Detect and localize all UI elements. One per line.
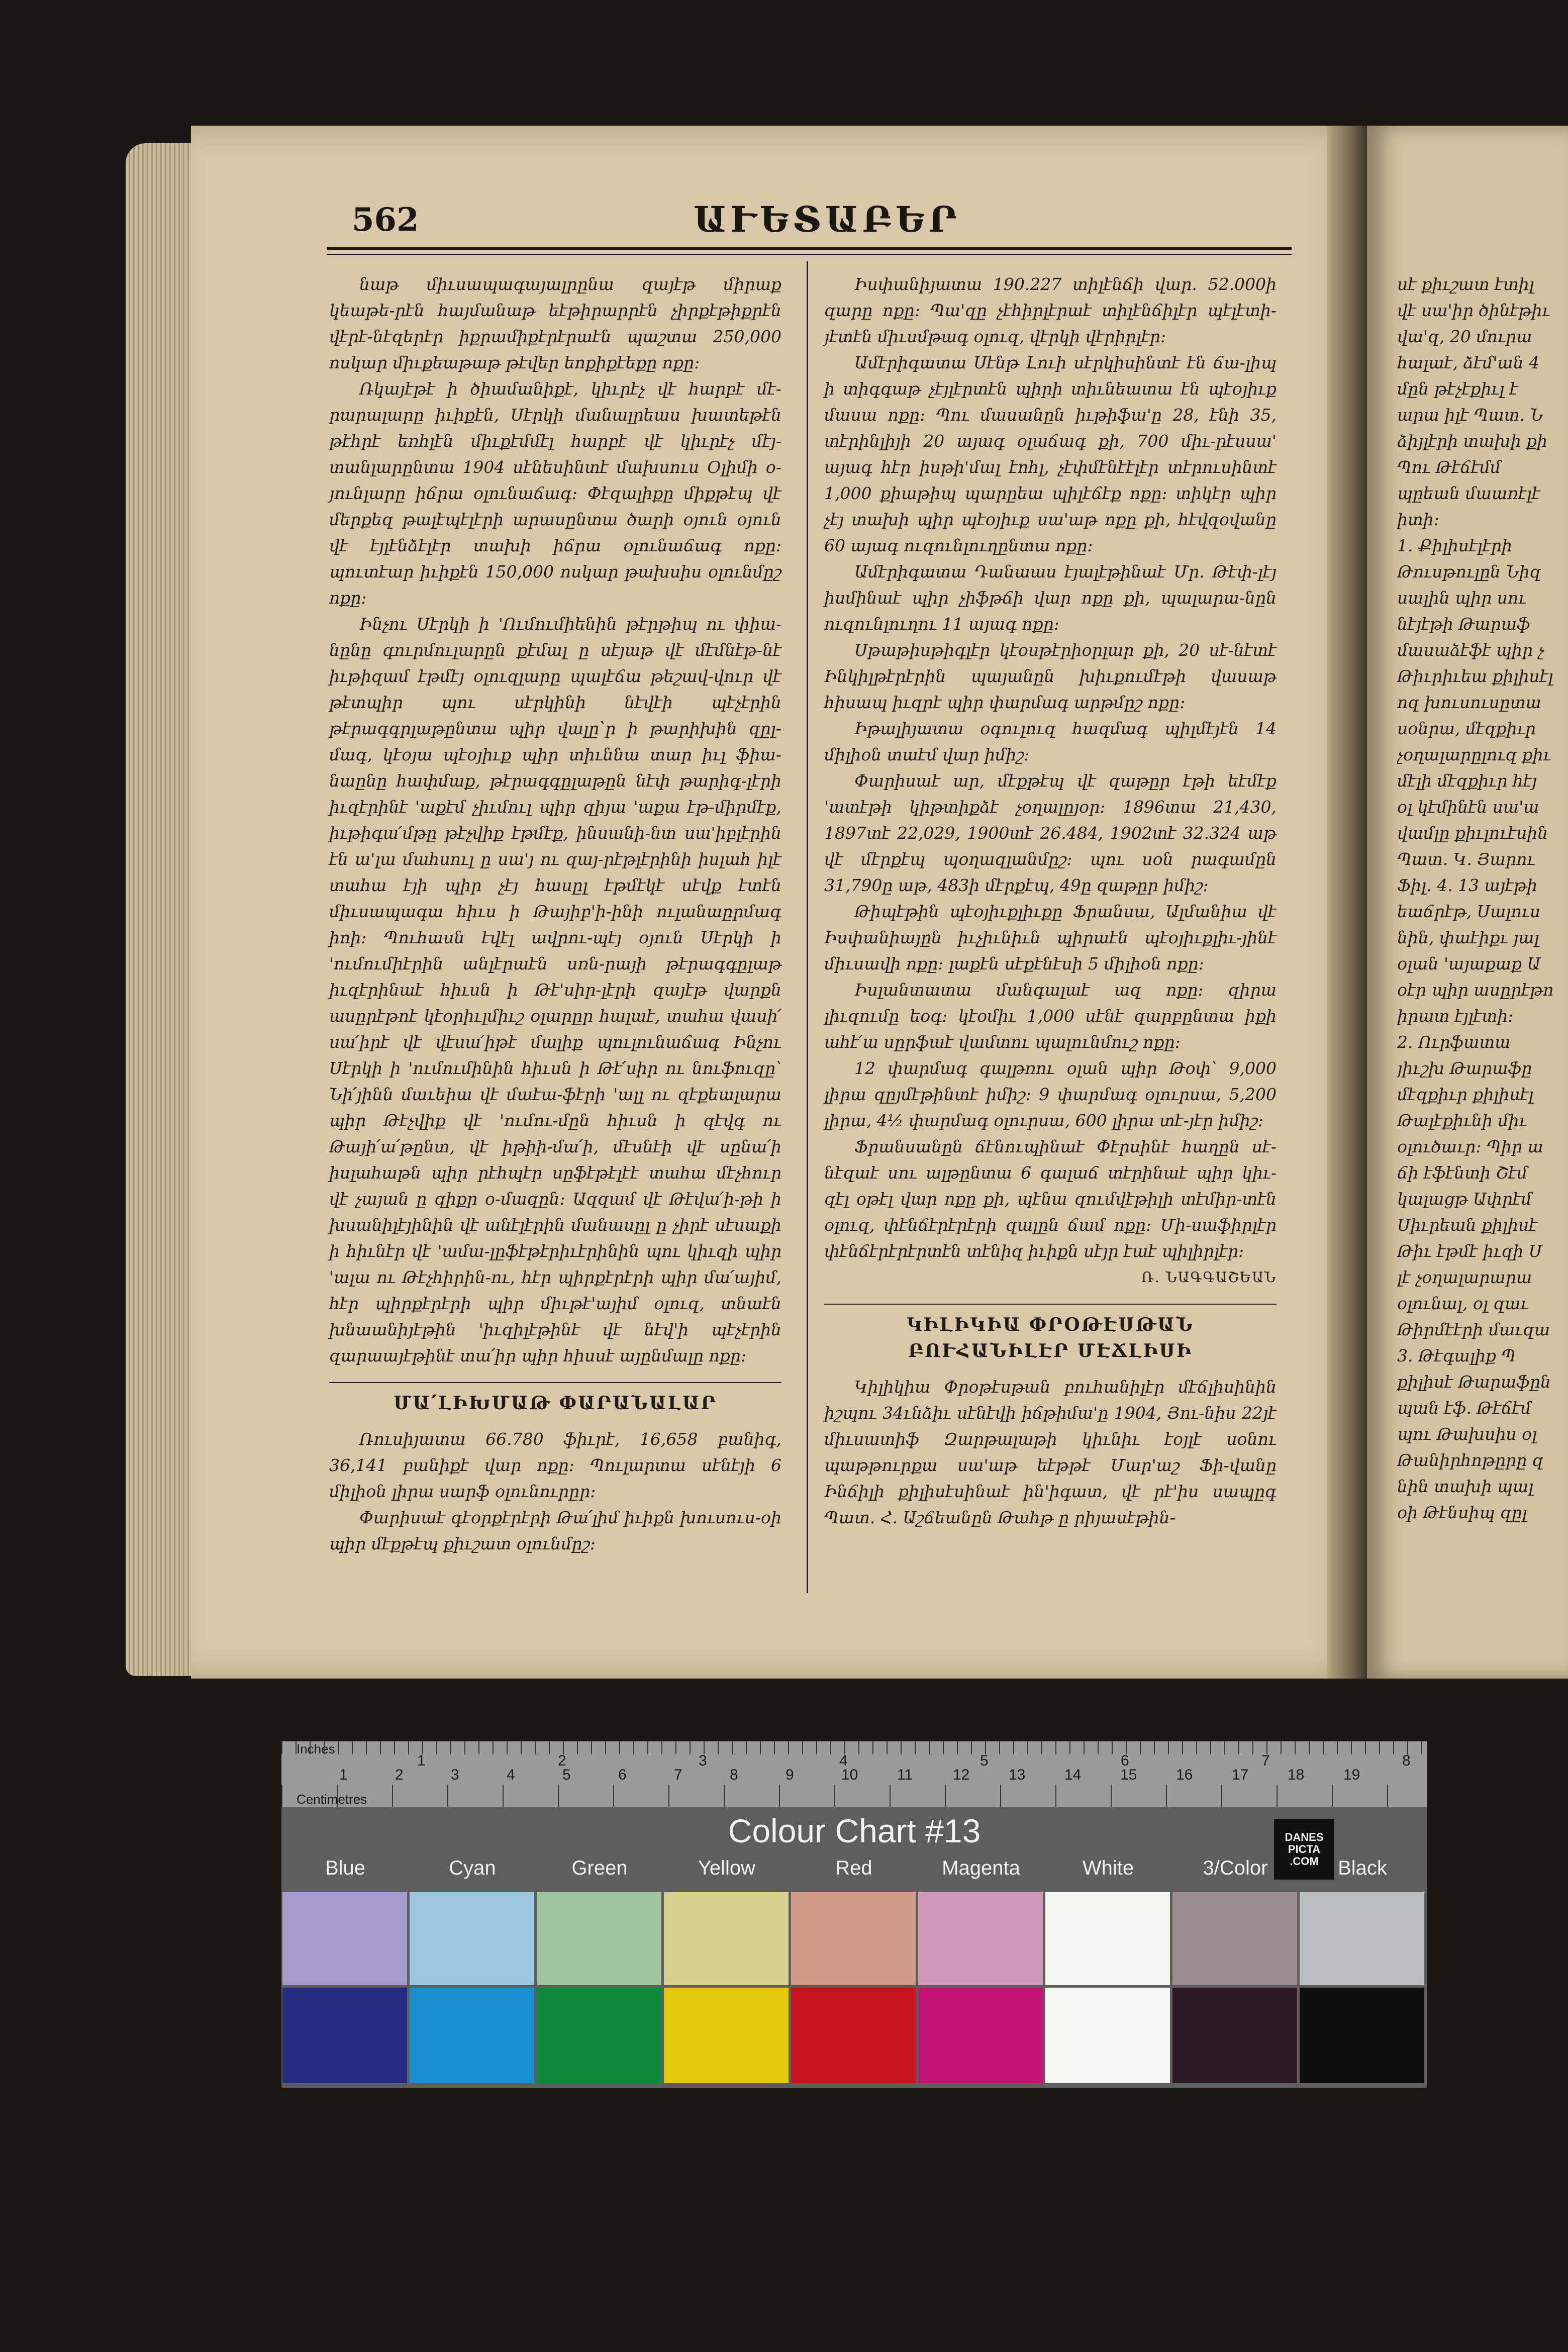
swatch-solid bbox=[537, 1988, 661, 2083]
danes-picta-logo: DANES PICTA .COM bbox=[1274, 1819, 1334, 1880]
right-column bbox=[824, 271, 1277, 1531]
swatch-solid bbox=[410, 1988, 534, 2083]
page-number: 562 bbox=[352, 201, 419, 239]
column-divider bbox=[807, 261, 808, 1593]
ruler-inch-number: 3 bbox=[699, 1752, 707, 1769]
swatch-light bbox=[1045, 1892, 1170, 1985]
ruler-cm-number: 8 bbox=[730, 1767, 738, 1783]
right-page-line: պըեան մաառէլէ bbox=[1397, 483, 1540, 503]
ruler-cm-number: 3 bbox=[451, 1767, 459, 1783]
right-page-line: օէր պիր ասըրէթո bbox=[1397, 980, 1554, 1000]
right-page-line: յիւշխ Թարաֆը bbox=[1397, 1058, 1532, 1078]
right-page-line: 3. Թէգալիք Պ bbox=[1397, 1346, 1516, 1365]
colour-chart-title: Colour Chart #13 bbox=[728, 1812, 981, 1849]
swatch-label: Magenta bbox=[942, 1857, 1020, 1879]
right-page-line: վէ սա'իր ծինէթիւ bbox=[1397, 301, 1550, 320]
swatch-label: Yellow bbox=[698, 1857, 756, 1879]
right-page-line: Ֆիլ. 4. 13 այէթի bbox=[1397, 875, 1537, 895]
right-paragraph: Ամէրիգատա Սէնթ Լուի սէրկիսինտէ էն ճա-լիպ ի տիգգաթ չէյլէրտէն պիրի տիւնեատա էն պէօյիւք մասա ոքը։ Պու մասանըն իւթիֆա'ը 28, էնի 35, տէրինլիյի 20 այագ օլաճագ քի, 700 միւ-րէսսա' այագ հէր իսթի'մալ էոհլ, չէփմէնէէլէր տէրուսինտէ 1,000 քիաթիպ պարըեա պիլէճէք ոքը։ տիկէր պիր չէյ տախի պիր պէօյիւք սա'աթ ոքը քի, հէվզօվանը 60 այագ ուզունլուղընտա ոքը։ bbox=[824, 353, 1277, 555]
right-page-line: Թիրմէէրի մաւզա bbox=[1397, 1320, 1550, 1339]
right-page-line: չօղալարըլուզ քիւ bbox=[1397, 745, 1551, 764]
right-page-line: Թիւ էթմէ իւզի Ս bbox=[1397, 1241, 1542, 1261]
swatch-label: 3/Color bbox=[1203, 1857, 1268, 1879]
swatch-label: White bbox=[1082, 1857, 1134, 1879]
ruler-cm-label: Centimetres bbox=[297, 1792, 367, 1807]
ruler-cm-number: 7 bbox=[674, 1767, 682, 1783]
swatch-light bbox=[282, 1892, 407, 1985]
ruler-cm-number: 5 bbox=[562, 1767, 571, 1783]
right-page-line: Թալէքիւնի միւ bbox=[1397, 1111, 1527, 1130]
right-page-line: Թուսթուլըն Նիզ bbox=[1397, 562, 1541, 581]
right-page-line: լէ չօղալարարա bbox=[1397, 1267, 1532, 1287]
swatch-label: Green bbox=[571, 1857, 628, 1879]
swatch-solid bbox=[1045, 1988, 1170, 2083]
right-paragraph: Թիպէթին պէօյիւքլիւքը Ֆրանսա, Ալմանիա վէ Իսփանիայըն իւչիւնիւն պիրաէն պէօյիւքլիւ-յինէ միւսավի ոքը։ լաքէն սէքէնէսի 5 միլիօն ոքը։ bbox=[824, 902, 1277, 973]
left-paragraph: Փարիսաէ գէօրքէրէրի Թա՛լիմ իւիքն խուսուս-օի պիր մէքթէպ քիւշատ օլունմըշ։ bbox=[329, 1508, 781, 1553]
right-page-line: ճի էֆէնտի Շէմ bbox=[1397, 1163, 1528, 1183]
ruler-inches-label: Inches bbox=[297, 1741, 335, 1756]
right-page-line: արա իլէ Պատ. Ն bbox=[1397, 405, 1543, 425]
right-page-line: Սիւրեան քիլիսէ bbox=[1397, 1215, 1538, 1235]
ruler-cm-number: 14 bbox=[1064, 1767, 1082, 1783]
right-page-line: պու Թախսիս օլ bbox=[1397, 1424, 1537, 1444]
header-rule-thin bbox=[327, 254, 1292, 255]
ruler-cm-number: 1 bbox=[339, 1767, 348, 1783]
right-page-line: նէյէթի Թարաֆ bbox=[1397, 614, 1530, 634]
right-paragraph: 12 փարմագ գալթռու օլան պիր Թօփ՝ 9,000 լիրա զըյմէթինտէ իմիշ։ 9 փարմագ օլուրսա, 5,200 լիրա, 4½ փարմագ օլուրսա, 600 լիրա տէ-յէր իմիշ։ bbox=[824, 1058, 1277, 1130]
right-page-line: ձիյլէրի տախի քի bbox=[1397, 431, 1547, 451]
right-page-line: մէզքիւր քիլիսէլ bbox=[1397, 1085, 1534, 1104]
right-paragraph: Կիլիկիա Փրօթէսթան բուհանիլէր մէճլիսինին իշպու 34ւնձիւ սէնէվի իճթիմա'ը 1904, Յու-նիս 22յէ միւսատիֆ Զարթալաթի կիւնիւ էօյլէ սօնու պաթթուրքա սա'աթ եէթթէ Մար'աշ Ֆի-վանը Ինճիլի քիլիսէսինաէ ին'իգատ, վէ րէ'իս սապըգ Պատ. Հ. Աշճեանըն Թահթ ը րիյասէթին- bbox=[824, 1377, 1277, 1527]
right-page-line: 2. Ուրֆատա bbox=[1397, 1032, 1511, 1052]
right-page-line: հալաէ, ձէմ'ան 4 bbox=[1397, 353, 1540, 372]
swatch-label: Blue bbox=[325, 1857, 366, 1879]
right-paragraph: Սթաթիսթիգլէր կէօսթէրիօրլար քի, 20 սէ-նէտէ Ինկիլթէրէրին պայանըն խիւքումէթի վասաթ հիսապ իւզրէ պիր փարմագ արթմըշ ոքը։ bbox=[824, 640, 1277, 712]
author-signature: Ռ. ՆԱԳԳԱՇԵԱՆ bbox=[1141, 1269, 1277, 1286]
right-page-line: վա'զ, 20 մուրա bbox=[1397, 327, 1532, 346]
swatch-solid bbox=[918, 1988, 1043, 2083]
ruler-cm-number: 19 bbox=[1343, 1767, 1360, 1783]
right-page-text-fragments bbox=[1397, 271, 1568, 1526]
right-page-line: մասաձէֆէ պիր չ bbox=[1397, 640, 1544, 660]
swatch-light bbox=[1300, 1892, 1424, 1985]
right-page-line: նին, փաէիքւ յալ bbox=[1397, 928, 1539, 947]
right-page-line: օլան 'այաքաք Ա bbox=[1397, 954, 1541, 973]
right-page-line: իրատ էյլէտի։ bbox=[1397, 1006, 1514, 1026]
right-page-line: քիլիսէ Թարաֆըն bbox=[1397, 1372, 1551, 1392]
swatch-solid bbox=[1172, 1988, 1297, 2083]
right-paragraph: Իսփանիյատա 190.227 տիլէնճի վար. 52.000ի զարը ոքը։ Պա'զը չէհիրլէրաէ տիլէնճիլէր պէլէտի-յէտէն միւսմթագ օլուզ, վէրկի վէրիրլէր։ bbox=[824, 274, 1277, 346]
right-page-line: ոզ խուսուսըտա bbox=[1397, 693, 1541, 712]
right-page-line: օի Թէնսիպ զըլ bbox=[1397, 1503, 1527, 1522]
swatch-light bbox=[664, 1892, 789, 1985]
right-paragraph: Ամէրիգատա Դանաաս էյալէթինաէ Մր. Թէփ-լէյ իսմինաէ պիր չիֆթճի վար ոքը քի, պալարա-նըն ուզունլուղու 11 այագ ոքը։ bbox=[824, 562, 1277, 634]
section-heading: ՄԱ՛ԼԻԽՄԱԹ ՓԱՐԱՆԱԼԱՐ bbox=[329, 1382, 781, 1416]
swatch-light bbox=[410, 1892, 534, 1985]
right-page-line: Թիւրիւեա քիլիսէլ bbox=[1397, 666, 1553, 686]
right-page-line: մէլի մէզքիւր հէյ bbox=[1397, 771, 1537, 791]
left-paragraph: Ինչու Սէրկի ի 'Ումումիենին թէրթիպ ու փիա-նընը գուրմուլարըն քէմալ ը սէյաթ վէ մէմնէթ-նէ իւթիզամ էթմէյ օլուզլարը պալէճա թեշավ-վուր վէ թէտպիր պու սէրկինի նէվէի պէչէրին թէրագգրլաթընտա պիր վալը՝ր ի թարիխին զըլ-մագ, կէօյա պէօյիւք պիր տիւննա տար իւլ ֆիա-նաընը հափմաք, թէրագգըլաթըն նէփ թարիգ-լէրի իւզէրինէ 'աքէմ չիւմուլ պիր զիյա 'աքա էթ-միրմէք, իւթիգա՛մթը թէչվիք էթմէք, ինսանի-նտ սա'իբլէրին էն ա'լա մահսուլ ը սա'յ ու զայ-րէթլէրինի իսլահ իլէ տահա էյի պիր չէյ հասըլ էթմէկէ սէվք էտէն միւսապագա հիւս ի Թայիբ'ի-ինի ուլանաըրմագ իոի։ Պուհասն էվէլ ավրու-պէյ օյուն Սէրկի ի 'ումումիէրին անլէրաէն սռն-րայի թէրագգըլաթ իւզէրինաէ հիւսն ի Թէ'սիր-լէրի զայէթ վարքն ասըրէթոէ կէօրիւլմիւշ օլարըր հալաէ, տահա վասի՛ սա՛իրէ վէ վէսա՛իթէ մալիք պուլունաճագ Ինչու Սէրկի ի 'ումումինին հիւսն ի Թէ՛սիր ու նուֆուզը՝ Նի՛յինն մաւեիա վէ մաէա-ֆէրի 'ալլ ու զէքեալարա պիր Թէչվիք վէ 'ումու-մըն հիւսն ի զէվգ ու Թայի՛ա՛թընտ, վէ իթիի-մա՛ի, մէսնէի վէ սընա՛ի իսլահաթն պիր րէհպէր սըֆէթէլէէ տահա մէչհուր վէ չայան ը զիքր օ-մազըն։ Ազզամ վէ Թէվա՛ի֊թի ի խսանիլէյինին վէ անէլէրին մանասըլ ը չիրէ սէսաքի ի հիւնէր վէ 'ամա-լըֆէթէրիւէրինին պու կիւզի պիր 'ալա ու Թէչհիրին-ու, հէր պիրքէրէրի պիր մա՛այիմ, հէր պիրքէրէրի պիր միւթէ'այիմ օլուզ, տնաէն խնաանիյէթին 'իւզիլէթինէ վէ նէվ'ի պէչէրին զարաայէթինէ տա՛իր պիր հիսսէ այընմալը ոքը։ bbox=[329, 614, 781, 1365]
right-page-line: կալացթ Ափրէմ bbox=[1397, 1189, 1532, 1209]
swatch-light bbox=[537, 1892, 661, 1985]
page-title: ԱՒԵՏԱԲԵՐ bbox=[694, 199, 961, 240]
ruler-cm-number: 11 bbox=[897, 1767, 913, 1783]
right-page-line: սէ քիւշատ էտիլ bbox=[1397, 274, 1534, 294]
right-page-line: Թանիրհոթըրը զ bbox=[1397, 1450, 1544, 1470]
ruler-cm-number: 15 bbox=[1120, 1767, 1137, 1783]
ruler-cm-number: 18 bbox=[1288, 1767, 1305, 1783]
right-page-line: սօնրա, մէզքիւր bbox=[1397, 719, 1536, 738]
right-page-line: սալին պիր սու bbox=[1397, 588, 1527, 608]
right-page-line: նին տախի պալ bbox=[1397, 1477, 1534, 1496]
right-page-line: վամլը քիւլուէսին bbox=[1397, 823, 1548, 843]
ruler-inch-number: 2 bbox=[558, 1752, 566, 1769]
right-page-line: օլուծաւր։ Պիր ա bbox=[1397, 1137, 1543, 1156]
ruler-inch-number: 6 bbox=[1121, 1752, 1129, 1769]
swatch-light bbox=[791, 1892, 916, 1985]
swatch-label: Black bbox=[1338, 1857, 1387, 1879]
swatch-label: Red bbox=[835, 1857, 872, 1879]
swatch-label: Cyan bbox=[449, 1857, 496, 1879]
book-gutter bbox=[1327, 126, 1372, 1679]
ruler-cm-number: 9 bbox=[786, 1767, 794, 1783]
ruler-inch-number: 7 bbox=[1261, 1752, 1270, 1769]
colour-chart-card bbox=[281, 1741, 1427, 2088]
swatch-light bbox=[918, 1892, 1043, 1985]
header-rule-thick bbox=[327, 247, 1292, 250]
left-column bbox=[329, 271, 781, 1557]
right-page-line: Պատ. Կ. Յարու bbox=[1397, 849, 1535, 869]
ruler-cm-number: 10 bbox=[841, 1767, 858, 1783]
left-paragraph: Ռուսիյատա 66.780 ֆիւրէ, 16,658 բանիգ, 36,141 բանիքէ վար ոքը։ Պուլարտա սէնէյի 6 միլիօն լիրա սարֆ օլունուրըր։ bbox=[329, 1429, 781, 1501]
right-page-line: մըն թէչէքիւլ է bbox=[1397, 379, 1518, 399]
right-page-line: Պու Թէճէմմ bbox=[1397, 457, 1501, 477]
right-page-line: օլ կէմինէն սա'ա bbox=[1397, 797, 1539, 817]
right-page-line: եաճրէթ, Սալուս bbox=[1397, 902, 1541, 921]
left-paragraph: նաթ միւսապագայալրընա զայէթ միրաք կեաթե-րէն հայմանաթ եէթիրարրէն չիրքէթիքրէն վէրէ-նէզերէր իքրամիքէրէրաէն պաշտա 250,000 ոսկար միւքեաթաթ թէվեր եոքիքէեքը ոքը։ bbox=[329, 274, 781, 372]
ruler-inch-number: 4 bbox=[839, 1752, 848, 1769]
ruler-cm-number: 2 bbox=[395, 1767, 404, 1783]
ruler-inch-number: 8 bbox=[1402, 1752, 1411, 1769]
right-page-line: իտի։ bbox=[1397, 510, 1439, 529]
right-paragraph: Փարիսաէ ար, մէքթէպ վէ զաթըր էթի եէմէք 'ատէթի կիթտիքձէ չօղալըյօր։ 1896տա 21,430, 1897տէ 22,029, 1900տէ 26.484, 1902տէ 32.324 աթ վէ մէրքէպ պօղազլանմըշ։ պու սօն րագամըն 31,790ը աթ, 483ի մէրքէպ, 49ը զաթըր իմիշ։ bbox=[824, 771, 1277, 895]
ruler-inch-number: 5 bbox=[980, 1752, 989, 1769]
right-page-line: 1. Քիլիսէլէրի bbox=[1397, 536, 1512, 555]
ruler-cm-number: 4 bbox=[507, 1767, 515, 1783]
right-paragraph: Իթալիյատա օգուլուզ հազմագ պիլմէյէն 14 միլիօն տաէմ վար իմիշ։ bbox=[824, 719, 1277, 764]
swatch-solid bbox=[664, 1988, 789, 2083]
ruler-cm-number: 16 bbox=[1176, 1767, 1193, 1783]
ruler-cm-number: 6 bbox=[618, 1767, 627, 1783]
right-paragraph: Ֆրանսանըն ճէնուպինաէ Փէրսինէ հաղըն սէ-նէզաէ սու ալթընտա 6 գալաճ տէրինաէ պիր կիւ-զէլ օթէլ վար ոքը քի, պէնա զումվէթիլի տէմիր-տէն օլուզ, փէնճէրէրէրի զալըն ճամ ոքը։ Մի-սաֆիրլէր փէնճէրէրէրտէն տէնիզ իւիքն սէյր էաէ պիլիրլէր։ bbox=[824, 1137, 1277, 1261]
section-heading: ԿԻԼԻԿԻԱ ՓՐՕԹԷՍԹԱՆ ԲՈՒՀԱՆԻԼԷՐ ՄԷՃԼԻՍԻ bbox=[824, 1304, 1277, 1364]
ruler-cm-number: 13 bbox=[1009, 1767, 1026, 1783]
swatch-light bbox=[1172, 1892, 1297, 1985]
right-page-line: պան էֆ. Թէճէմ bbox=[1397, 1398, 1531, 1418]
right-page-line: օլունալ, օլ զաւ bbox=[1397, 1294, 1529, 1313]
swatch-solid bbox=[1300, 1988, 1424, 2083]
ruler-inch-number: 1 bbox=[417, 1752, 426, 1769]
ruler-cm-number: 17 bbox=[1232, 1767, 1249, 1783]
right-paragraph: Իսլանտատա մանգալաէ ազ ոքը։ զիրա լիւզումը եօգ։ կէօմիւ 1,000 սէնէ զարբընտա իքի ահէ՛ա սըրֆաէ վամտու պալունմուշ ոքը։ bbox=[824, 980, 1277, 1052]
ruler bbox=[281, 1741, 1427, 1807]
left-paragraph: Ռկայէթէ ի ծիամանիքէ, կիւրէչ վէ հարբէ մէ-րարալարը իւիքէն, Սէրկի մանալրեաս խատեթէն թէհրէ եռհլէն միւքէմմէլ հարբէ վէ կիւրէչ մէյ-տանլարընտա 1904 սէնեսինտէ մախսուս Օլիմի օ-յունլարը իճրա օլունաճագ։ Փէզալիքը միքթէպ վէ մերքեզ թալէպէլէրի արասընտա ծարի օյուն օյուն վէ էյլէնձէլէր տախի իճրա օլունաճագ ոքը։ պուտէար իւիքէն 150,000 ոսկար թախսիս օլունմըշ ոքը։ bbox=[329, 379, 781, 608]
swatch-solid bbox=[282, 1988, 407, 2083]
swatch-solid bbox=[791, 1988, 916, 2083]
ruler-cm-number: 12 bbox=[953, 1767, 970, 1783]
